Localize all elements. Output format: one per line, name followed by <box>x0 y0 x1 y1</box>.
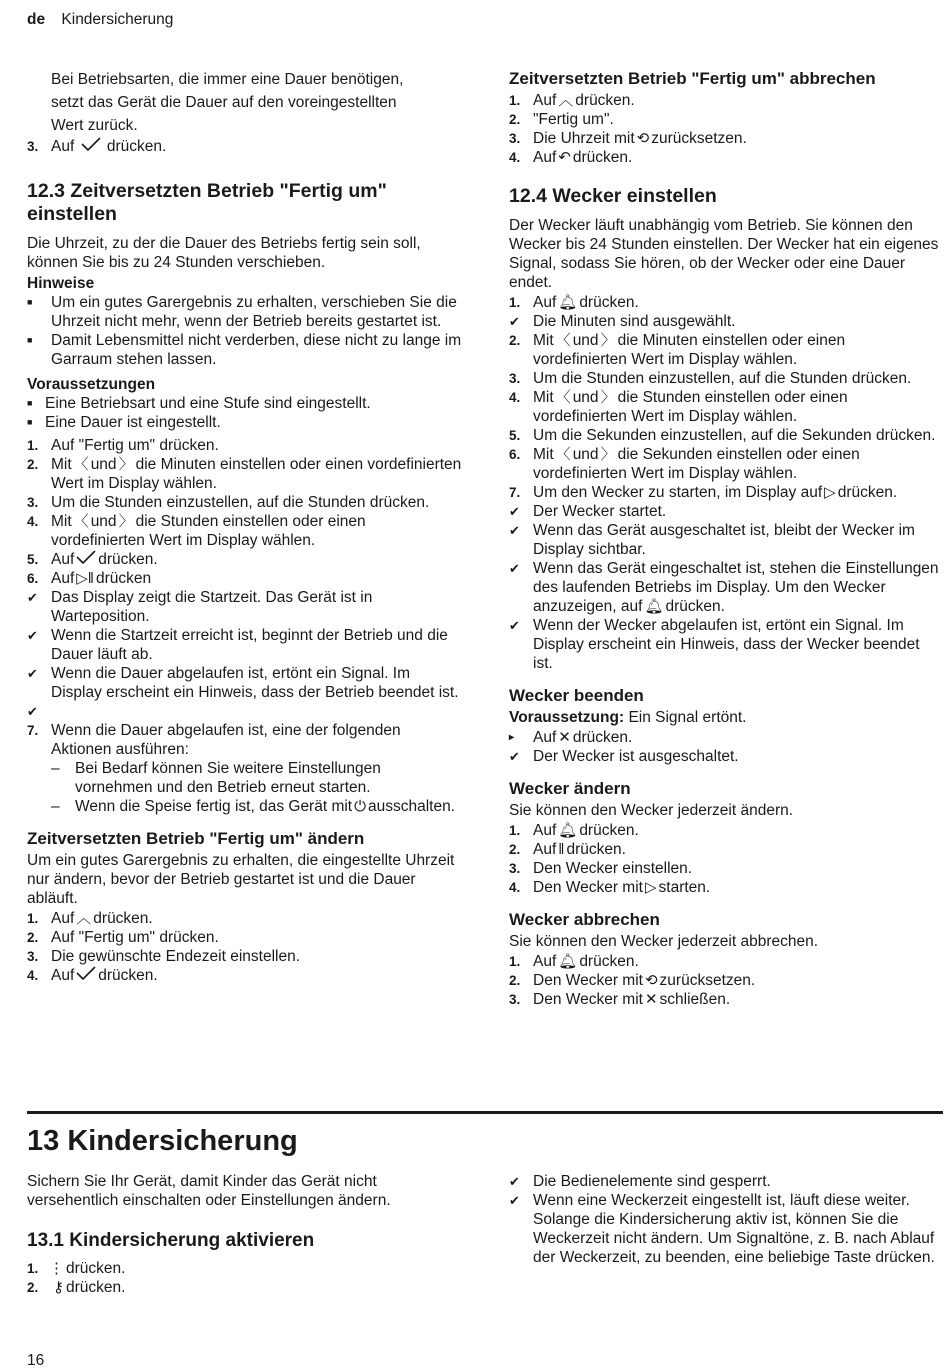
step-3 <box>27 947 462 966</box>
step-number: 1. <box>509 954 521 969</box>
section-12-3-title <box>27 180 462 226</box>
list-item <box>27 413 462 432</box>
item-text: Eine Dauer ist eingestellt. <box>45 414 221 431</box>
step-number: 6. <box>509 447 521 462</box>
page-number: 16 <box>27 1352 45 1369</box>
step-text: die Sekunden einstellen oder einen vordefinierten Wert im Display wählen. <box>533 446 860 482</box>
power-icon: ⏻ <box>354 798 366 815</box>
result-check-icon: ✔ <box>27 628 38 643</box>
key-icon: ⚷ <box>53 1279 64 1296</box>
wecker-aendern-intro: Sie können den Wecker jederzeit ändern. <box>509 802 794 819</box>
chevron-right-icon: 〉 <box>118 456 134 473</box>
intro-paragraph <box>27 68 462 137</box>
step-number: 3. <box>509 861 521 876</box>
step-number: 2. <box>27 1280 39 1295</box>
step-4 <box>27 512 462 550</box>
step-number: 2. <box>509 842 521 857</box>
step-text: drücken. <box>98 551 158 568</box>
step-3 <box>509 369 939 388</box>
step-text: Die Uhrzeit mit <box>533 130 635 147</box>
step-text: die Minuten einstellen oder einen vordefinierten Wert im Display wählen. <box>533 332 846 368</box>
section-divider <box>27 1111 943 1114</box>
step-number: 2. <box>509 333 521 348</box>
step-text: drücken. <box>579 822 639 839</box>
step-text: Auf <box>533 149 557 166</box>
step-text: Um den Wecker zu starten, im Display auf <box>533 484 823 501</box>
step-text: Um die Stunden einzustellen, auf die Stunden drücken. <box>51 494 430 511</box>
step-2 <box>509 840 939 859</box>
step-7 <box>509 483 939 502</box>
result-text: Wenn eine Weckerzeit eingestellt ist, läuft diese weiter. Solange die Kindersicherung aktiv ist, können Sie die Weckerzeit nicht ändern. Um Signaltöne, z. B. nach Ablauf der Weckerzeit, zu beenden, eine beliebige Taste drücken. <box>533 1192 935 1266</box>
step-4 <box>509 148 939 167</box>
result-text: Wenn die Dauer abgelaufen ist, ertönt ein Signal. Im Display erscheint ein Hinweis, dass der Betrieb beendet ist. <box>51 665 459 701</box>
step-number: 1. <box>27 911 39 926</box>
check-icon <box>76 550 96 569</box>
step-3 <box>509 129 939 148</box>
step-2 <box>509 331 939 369</box>
chapter-13-right <box>509 1172 939 1267</box>
left-column <box>27 68 462 985</box>
step-text: Auf <box>51 967 75 984</box>
step-text: drücken. <box>572 729 633 746</box>
sub-text: ausschalten. <box>368 798 456 815</box>
intro-line: Wert zurück. <box>51 117 138 134</box>
chevron-left-icon: 〈 <box>555 446 571 463</box>
step-text: zurücksetzen. <box>659 972 756 989</box>
step-number: 1. <box>27 1261 39 1276</box>
step-number: 4. <box>27 514 39 529</box>
back-icon: ↶ <box>558 149 571 166</box>
step-4 <box>509 878 939 897</box>
bell-icon: 🔔︎ <box>558 822 578 839</box>
list-item <box>27 293 462 331</box>
result-text: Der Wecker ist ausgeschaltet. <box>533 748 739 765</box>
step-3 <box>27 493 462 512</box>
step-text: Auf <box>51 551 75 568</box>
header-title: Kindersicherung <box>61 11 174 28</box>
step-number: 5. <box>509 428 521 443</box>
step-text: Mit <box>533 446 554 463</box>
step-text: Auf <box>51 138 75 155</box>
result-text: Das Display zeigt die Startzeit. Das Gerät ist in Warteposition. <box>51 589 373 625</box>
chevron-left-icon: 〈 <box>555 389 571 406</box>
step-text: Mit <box>51 513 72 530</box>
step-2 <box>27 455 462 493</box>
step-2 <box>27 1278 462 1297</box>
step-number: 4. <box>509 150 521 165</box>
step-text: drücken. <box>579 294 639 311</box>
result-check-icon: ✔ <box>509 749 520 764</box>
step-text: Den Wecker mit <box>533 879 643 896</box>
result-item <box>509 502 939 521</box>
result-check-icon: ✔ <box>509 504 520 519</box>
result-check-icon: ✔ <box>509 561 520 576</box>
step-3 <box>27 137 462 156</box>
step-text: Auf <box>533 294 557 311</box>
close-icon: ✕ <box>644 991 658 1008</box>
step-text: Auf "Fertig um" drücken. <box>51 437 219 454</box>
result-text: Wenn die Startzeit erreicht ist, beginnt der Betrieb und die Dauer läuft ab. <box>51 627 448 663</box>
page-header <box>27 10 173 29</box>
wecker-abbrechen-intro: Sie können den Wecker jederzeit abbrechen. <box>509 933 819 950</box>
step-text: drücken <box>96 570 152 587</box>
step-4 <box>27 966 462 985</box>
dash-marker: – <box>51 760 60 777</box>
step-number: 3. <box>27 949 39 964</box>
result-item <box>509 559 939 616</box>
voraussetzung <box>509 708 939 727</box>
step-text: Die gewünschte Endezeit einstellen. <box>51 948 301 965</box>
step-text: und <box>572 332 599 349</box>
step-text: die Stunden einstellen oder einen vordefinierten Wert im Display wählen. <box>51 513 366 549</box>
result-item <box>27 626 462 664</box>
chapter-13-left <box>27 1172 462 1297</box>
play-icon: ▷ <box>824 484 836 501</box>
wecker-aendern-title: Wecker ändern <box>509 779 631 798</box>
chevron-right-icon: 〉 <box>600 332 616 349</box>
step-text: Auf <box>533 822 557 839</box>
language-code: de <box>27 11 46 28</box>
step-text: Mit <box>533 332 554 349</box>
result-text: Die Bedienelemente sind gesperrt. <box>533 1173 771 1190</box>
result-check-icon: ✔ <box>27 704 38 719</box>
step-text: Auf <box>51 910 75 927</box>
result-item <box>27 588 462 626</box>
step-text: drücken. <box>66 1260 126 1277</box>
step-1 <box>509 91 939 110</box>
chevron-right-icon: 〉 <box>600 446 616 463</box>
bullet-square-icon: ■ <box>27 398 33 408</box>
step-number: 3. <box>509 371 521 386</box>
step-text: Um die Stunden einzustellen, auf die Stunden drücken. <box>533 370 912 387</box>
chevron-right-icon: 〉 <box>600 389 616 406</box>
step-3 <box>509 990 939 1009</box>
result-check-icon: ✔ <box>509 523 520 538</box>
step-text: Den Wecker mit <box>533 972 643 989</box>
step-1 <box>27 436 462 455</box>
step-4 <box>509 388 939 426</box>
step-number: 3. <box>27 139 39 154</box>
voraussetzungen-label: Voraussetzungen <box>27 376 156 393</box>
result-check-icon: ✔ <box>509 314 520 329</box>
step-text: drücken. <box>575 92 635 109</box>
step-text: Auf <box>51 570 75 587</box>
step-number: 1. <box>509 823 521 838</box>
bullet-square-icon: ■ <box>27 297 33 307</box>
result-text: drücken. <box>665 598 725 615</box>
step-number: 2. <box>27 930 39 945</box>
chevron-left-icon: 〈 <box>555 332 571 349</box>
step-6 <box>27 569 462 588</box>
play-pause-icon: ▷‖ <box>76 570 94 587</box>
step-number: 1. <box>509 295 521 310</box>
chapter-intro: Sichern Sie Ihr Gerät, damit Kinder das Gerät nicht versehentlich einschalten oder Einstellungen ändern. <box>27 1173 391 1209</box>
beenden-title: Wecker beenden <box>509 686 644 705</box>
result-item <box>509 521 939 559</box>
step-text: drücken. <box>106 138 167 155</box>
sub-item <box>27 797 462 816</box>
intro-line: setzt das Gerät die Dauer auf den voreingestellten <box>51 94 397 111</box>
step-text: Um die Sekunden einzustellen, auf die Sekunden drücken. <box>533 427 936 444</box>
close-icon: ✕ <box>558 729 571 746</box>
step-number: 7. <box>509 485 521 500</box>
result-check-icon: ✔ <box>27 666 38 681</box>
step-1 <box>509 821 939 840</box>
step-text: "Fertig um". <box>533 111 614 128</box>
pause-icon: ‖ <box>558 841 565 858</box>
step-number: 4. <box>509 880 521 895</box>
chevron-left-icon: 〈 <box>73 456 89 473</box>
step-number: 4. <box>27 968 39 983</box>
step-number: 5. <box>27 552 39 567</box>
abbrechen-title: Zeitversetzten Betrieb "Fertig um" abbrechen <box>509 69 876 88</box>
arrow-marker-icon: ▸ <box>509 732 515 743</box>
step-item <box>509 728 939 747</box>
step-number: 2. <box>27 457 39 472</box>
step-text: Den Wecker mit <box>533 991 643 1008</box>
reset-icon: ⟲ <box>636 130 650 147</box>
result-check-icon: ✔ <box>509 1193 520 1208</box>
step-text: Wenn die Dauer abgelaufen ist, eine der folgenden Aktionen ausführen: <box>51 722 401 758</box>
result-check-icon: ✔ <box>509 618 520 633</box>
result-item <box>27 664 462 702</box>
voraussetzung-text: Ein Signal ertönt. <box>628 709 747 726</box>
check-icon <box>81 137 101 156</box>
result-item <box>27 702 462 721</box>
step-text: zurücksetzen. <box>651 130 747 147</box>
right-column <box>509 68 939 1009</box>
step-number: 4. <box>509 390 521 405</box>
chevron-right-icon: 〉 <box>118 513 134 530</box>
step-text: drücken. <box>572 149 633 166</box>
section-12-4-title: 12.4 Wecker einstellen <box>509 185 717 207</box>
step-1 <box>509 293 939 312</box>
step-text: die Minuten einstellen oder einen vordefinierten Wert im Display wählen. <box>51 456 462 492</box>
result-text: Wenn der Wecker abgelaufen ist, ertönt ein Signal. Im Display erscheint ein Hinweis, dass der Wecker beendet ist. <box>533 617 920 672</box>
step-number: 2. <box>509 112 521 127</box>
result-text: Die Minuten sind ausgewählt. <box>533 313 736 330</box>
more-vertical-icon: ⋮ <box>49 1260 64 1277</box>
sub-item <box>27 759 462 797</box>
step-number: 2. <box>509 973 521 988</box>
step-number: 1. <box>509 93 521 108</box>
step-text: Auf "Fertig um" drücken. <box>51 929 219 946</box>
section-intro: Der Wecker läuft unabhängig vom Betrieb. Sie können den Wecker bis 24 Stunden einstellen. Der Wecker hat ein eigenes Signal, sodass Sie hören, ob der Wecker oder eine Dauer endet. <box>509 217 939 291</box>
bell-icon: 🔔︎ <box>644 598 664 615</box>
bell-icon: 🔔︎ <box>558 294 578 311</box>
sub-text: Bei Bedarf können Sie weitere Einstellungen vornehmen und den Betrieb erneut starten. <box>75 760 381 796</box>
step-3 <box>509 859 939 878</box>
step-2 <box>509 971 939 990</box>
step-text: Auf <box>533 953 557 970</box>
result-text: Wenn das Gerät ausgeschaltet ist, bleibt der Wecker im Display sichtbar. <box>533 522 915 558</box>
chapter-13-title: 13 Kindersicherung <box>27 1125 298 1157</box>
caret-up-icon: ︿ <box>558 92 574 109</box>
result-item <box>509 747 939 766</box>
step-1 <box>509 952 939 971</box>
sub-text: Wenn die Speise fertig ist, das Gerät mit <box>75 798 353 815</box>
result-item <box>509 616 939 673</box>
aendern-title: Zeitversetzten Betrieb "Fertig um" ändern <box>27 829 365 848</box>
step-1 <box>27 909 462 928</box>
item-text: Eine Betriebsart und eine Stufe sind eingestellt. <box>45 395 371 412</box>
step-number: 1. <box>27 438 39 453</box>
list-item <box>27 394 462 413</box>
step-text: Auf <box>533 92 557 109</box>
step-number: 6. <box>27 571 39 586</box>
step-number: 3. <box>27 495 39 510</box>
step-text: drücken. <box>837 484 898 501</box>
section-13-1-title: 13.1 Kindersicherung aktivieren <box>27 1230 315 1251</box>
step-5 <box>509 426 939 445</box>
play-icon: ▷ <box>644 879 657 896</box>
step-text: und <box>572 446 599 463</box>
step-text: starten. <box>658 879 711 896</box>
step-text: drücken. <box>579 953 639 970</box>
item-text: Um ein gutes Garergebnis zu erhalten, verschieben Sie die Uhrzeit nicht mehr, wenn der Betrieb bereits gestartet ist. <box>51 294 457 330</box>
step-5 <box>27 550 462 569</box>
step-text: Den Wecker einstellen. <box>533 860 693 877</box>
step-7 <box>27 721 462 759</box>
step-text: drücken. <box>93 910 153 927</box>
step-text: die Stunden einstellen oder einen vordefinierten Wert im Display wählen. <box>533 389 848 425</box>
wecker-abbrechen-title: Wecker abbrechen <box>509 910 660 929</box>
step-text: schließen. <box>659 991 731 1008</box>
step-text: Auf <box>533 841 557 858</box>
result-item <box>509 1172 939 1191</box>
step-text: und <box>572 389 599 406</box>
step-number: 3. <box>509 992 521 1007</box>
step-text: und <box>90 456 117 473</box>
result-check-icon: ✔ <box>509 1174 520 1189</box>
hinweise-label: Hinweise <box>27 275 95 292</box>
bell-icon: 🔔︎ <box>558 953 578 970</box>
voraussetzung-label: Voraussetzung: <box>509 709 625 726</box>
step-text: Auf <box>533 729 557 746</box>
caret-up-icon: ︿ <box>76 910 92 927</box>
step-text: und <box>90 513 117 530</box>
chevron-left-icon: 〈 <box>73 513 89 530</box>
check-icon <box>76 966 96 985</box>
aendern-intro: Um ein gutes Garergebnis zu erhalten, die eingestellte Uhrzeit nur ändern, bevor der Betrieb gestartet ist und die Dauer abläuft. <box>27 852 455 907</box>
result-text: Der Wecker startet. <box>533 503 667 520</box>
list-item <box>27 331 462 369</box>
step-text: drücken. <box>98 967 158 984</box>
step-number: 3. <box>509 131 521 146</box>
step-1 <box>27 1259 462 1278</box>
step-text: Mit <box>51 456 72 473</box>
result-item <box>509 312 939 331</box>
result-item <box>509 1191 939 1267</box>
step-2 <box>27 928 462 947</box>
intro-line: Bei Betriebsarten, die immer eine Dauer benötigen, <box>51 71 404 88</box>
dash-marker: – <box>51 798 60 815</box>
step-2 <box>509 110 939 129</box>
step-text: Mit <box>533 389 554 406</box>
step-text: drücken. <box>66 1279 126 1296</box>
step-6 <box>509 445 939 483</box>
section-intro: Die Uhrzeit, zu der die Dauer des Betriebs fertig sein soll, können Sie bis zu 24 Stunden verschieben. <box>27 235 421 271</box>
reset-icon: ⟲ <box>644 972 658 989</box>
step-text: drücken. <box>566 841 626 858</box>
bullet-square-icon: ■ <box>27 417 33 427</box>
title-line: 12.3 Zeitversetzten Betrieb "Fertig um" <box>27 180 387 202</box>
title-line: einstellen <box>27 203 117 225</box>
bullet-square-icon: ■ <box>27 335 33 345</box>
result-check-icon: ✔ <box>27 590 38 605</box>
step-number: 7. <box>27 723 39 738</box>
result-text: Wenn das Gerät eingeschaltet ist, stehen die Einstellungen des laufenden Betriebs im Display. Um den Wecker anzuzeigen, auf <box>533 560 939 615</box>
item-text: Damit Lebensmittel nicht verderben, diese nicht zu lange im Garraum stehen lassen. <box>51 332 462 368</box>
